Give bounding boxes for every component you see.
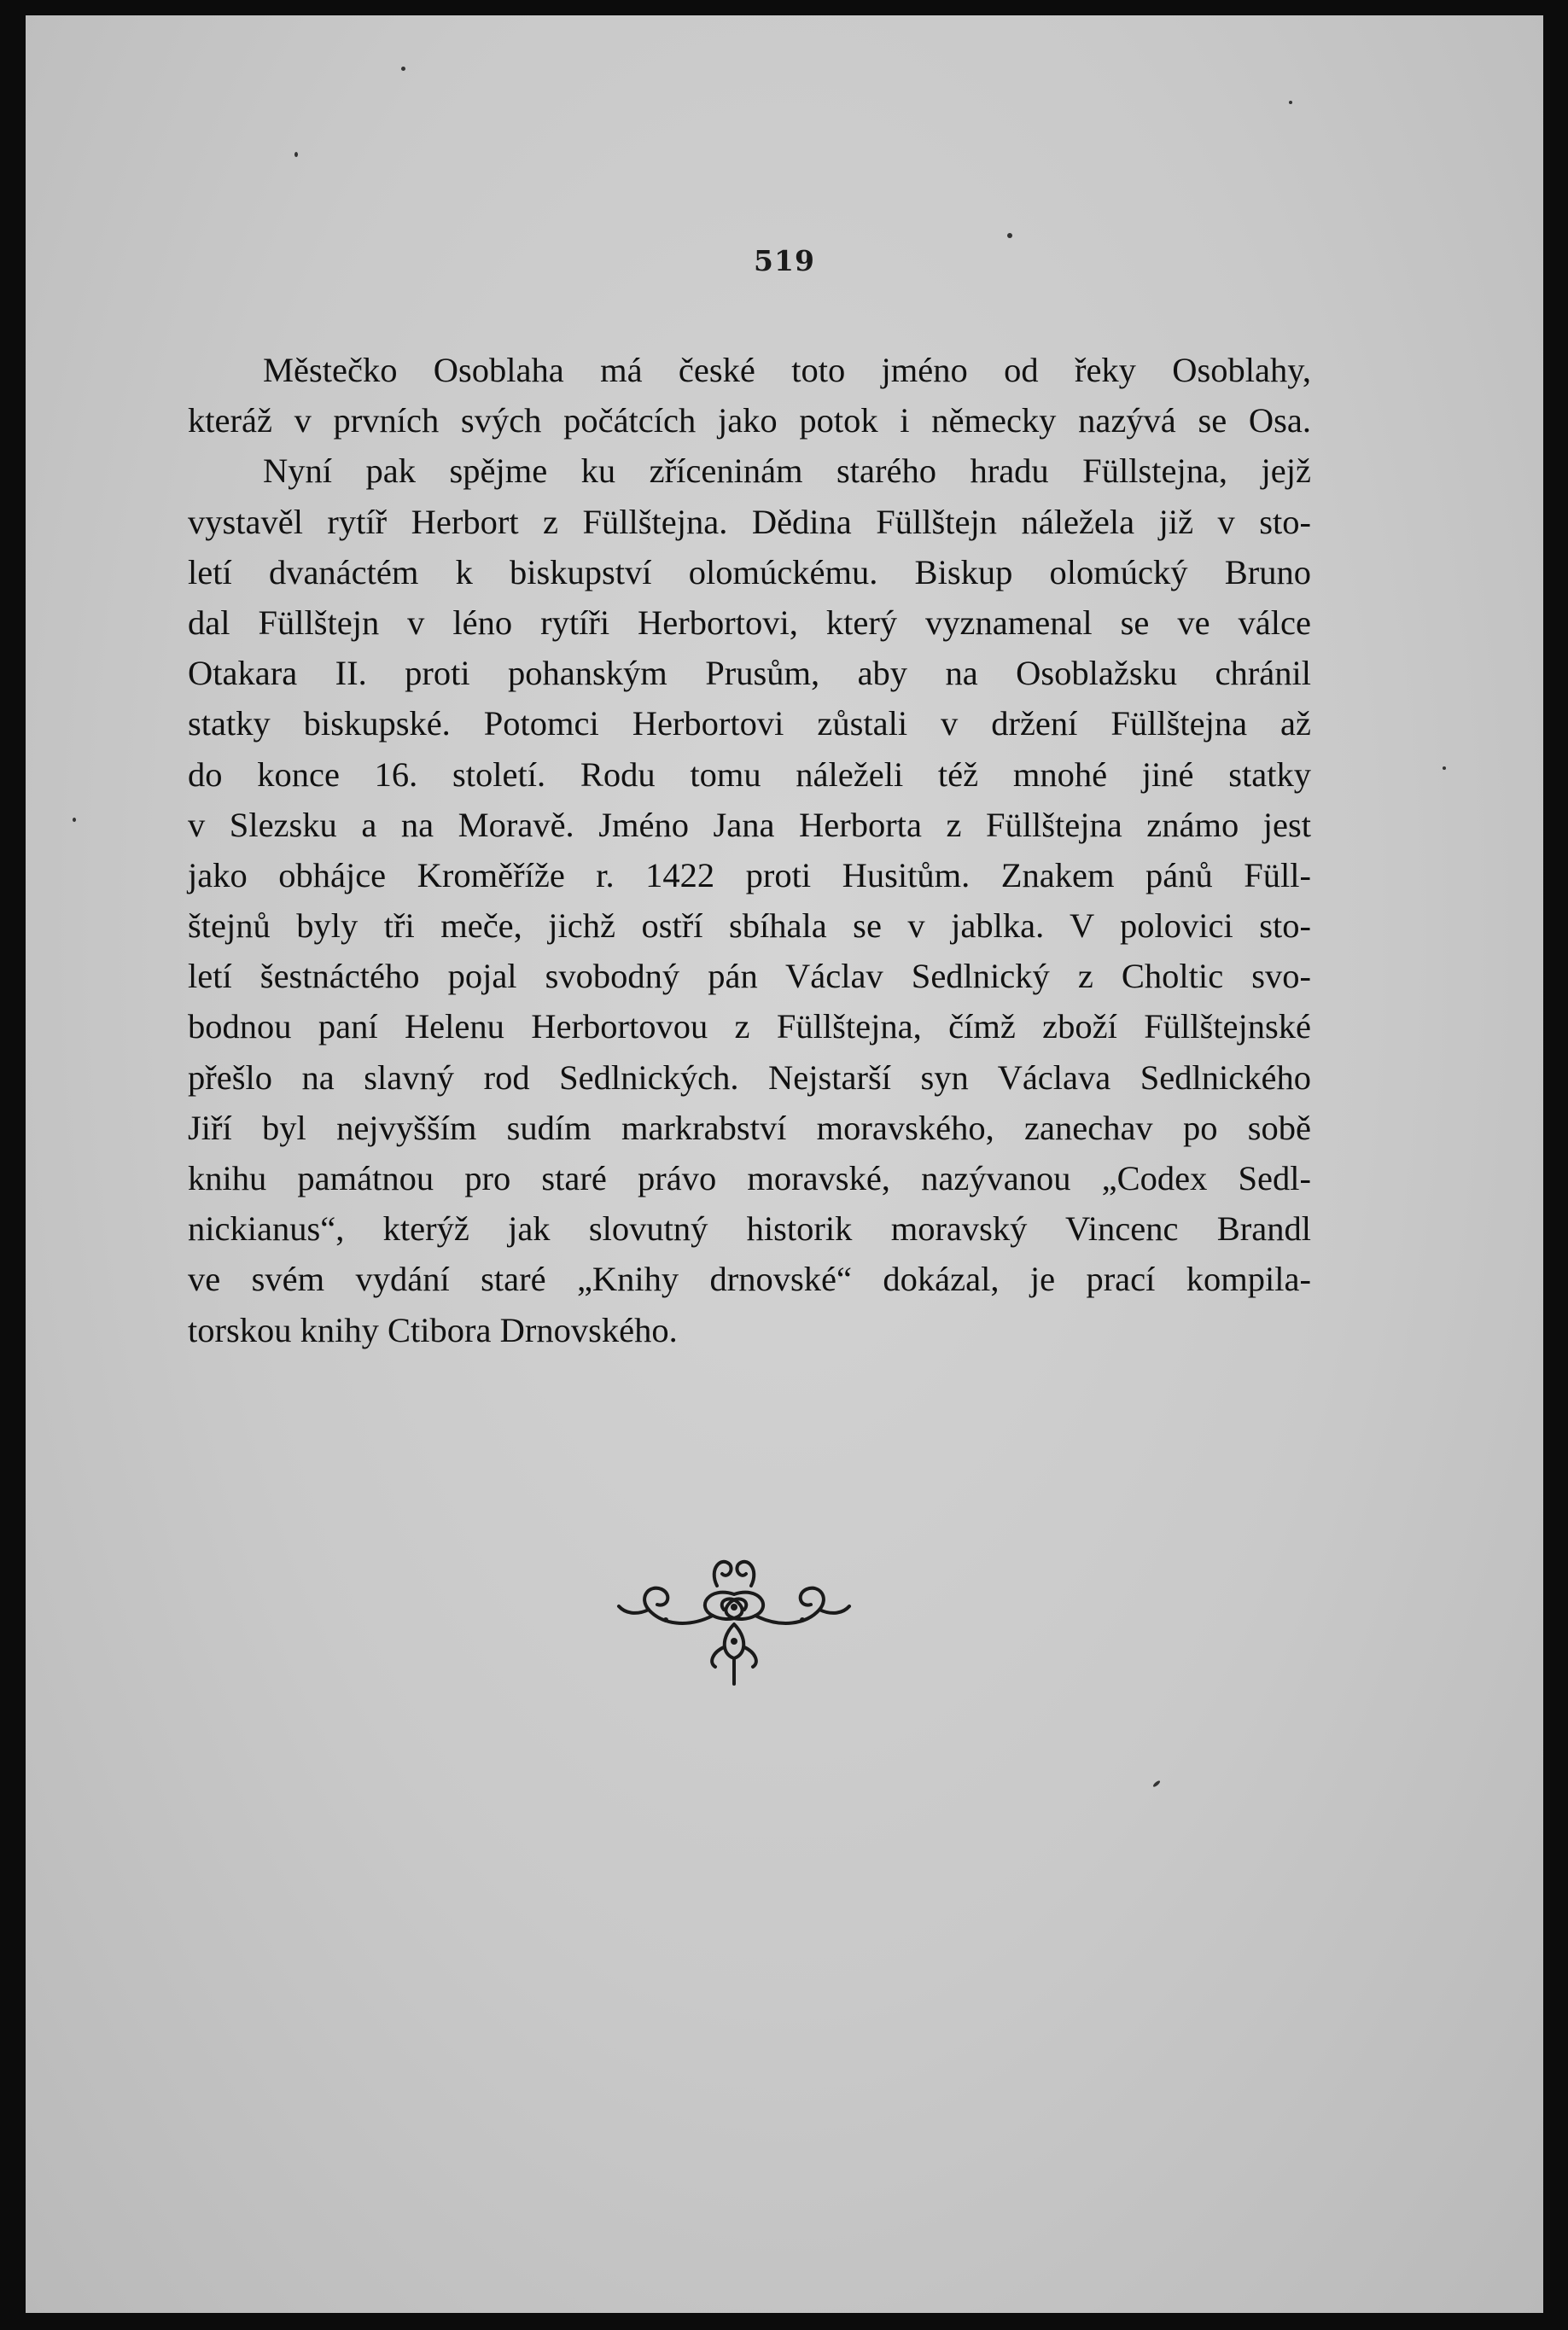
text-line: v Slezsku a na Moravě. Jméno Jana Herborta z Füllštejna známo jest — [188, 805, 1311, 844]
text-line: dal Füllštejn v léno rytíři Herbortovi, který vyznamenal se ve válce — [188, 603, 1311, 642]
text-line: torskou knihy Ctibora Drnovského. — [188, 1310, 678, 1349]
text-line: přešlo na slavný rod Sedlnických. Nejstarší syn Václava Sedlnického — [188, 1057, 1311, 1097]
text-line: Nyní pak spějme ku zříceninám starého hradu Füllstejna, jejž — [263, 451, 1311, 491]
text-line: letí šestnáctého pojal svobodný pán Václav Sedlnický z Choltic svo- — [188, 957, 1311, 996]
page-number: 519 — [754, 244, 815, 277]
text-line: kteráž v prvních svých počátcích jako potok i německy nazývá se Osa. — [188, 401, 1311, 440]
book-page — [26, 15, 1543, 2313]
paper-speck — [1289, 101, 1292, 104]
text-line: bodnou paní Helenu Herbortovou z Füllštejna, čímž zboží Füllštejnské — [188, 1007, 1311, 1046]
text-line: ve svém vydání staré „Knihy drnovské“ dokázal, je prací kompila- — [188, 1260, 1311, 1299]
paper-speck — [294, 152, 298, 157]
text-line: knihu památnou pro staré právo moravské, nazývanou „Codex Sedl- — [188, 1159, 1311, 1197]
paper-speck — [1443, 766, 1446, 770]
floral-vignette-icon — [615, 1535, 854, 1705]
text-line: do konce 16. století. Rodu tomu náleželi též mnohé jiné statky — [188, 754, 1311, 794]
text-line: Městečko Osoblaha má české toto jméno od řeky Osoblahy, — [263, 351, 1311, 389]
text-line: vystavěl rytíř Herbort z Füllštejna. Dědina Füllštejn náležela již v sto- — [188, 502, 1311, 541]
paper-speck — [401, 67, 405, 71]
text-line: štejnů byly tři meče, jichž ostří sbíhala se v jablka. V polovici sto- — [188, 906, 1311, 946]
paper-speck — [73, 818, 76, 822]
text-line: letí dvanáctém k biskupství olomúckému. Biskup olomúcký Bruno — [188, 552, 1311, 591]
paper-speck — [1152, 1780, 1161, 1787]
text-line: jako obhájce Kroměříže r. 1422 proti Husitům. Znakem pánů Füll- — [188, 855, 1311, 894]
body-paragraph — [188, 345, 1311, 1355]
text-line: statky biskupské. Potomci Herbortovi zůstali v držení Füllštejna až — [188, 704, 1311, 743]
text-line: Otakara II. proti pohanským Prusům, aby na Osoblažsku chránil — [188, 654, 1311, 693]
paper-speck — [1007, 233, 1012, 238]
text-line: nickianus“, kterýž jak slovutný historik moravský Vincenc Brandl — [188, 1209, 1311, 1249]
text-line: Jiří byl nejvyšším sudím markrabství moravského, zanechav po sobě — [188, 1108, 1311, 1147]
